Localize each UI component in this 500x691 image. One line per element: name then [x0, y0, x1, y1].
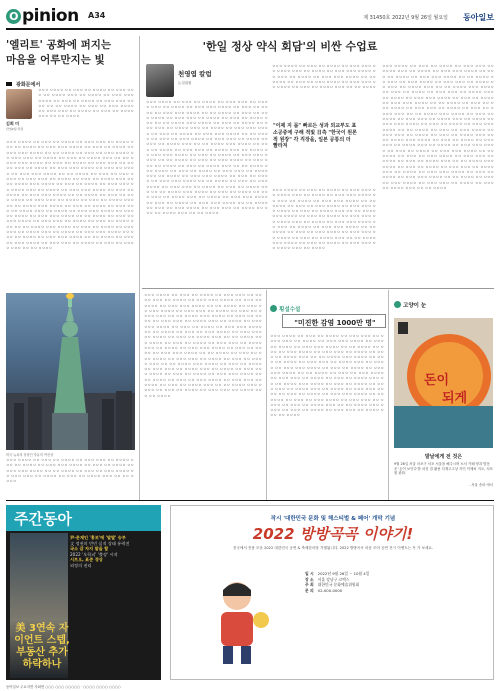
badge-dot-icon — [394, 301, 401, 308]
left-article-title: '엘리트' 공화에 퍼지는 마음을 어루만지는 빛 — [6, 39, 112, 66]
ad-divider — [6, 500, 494, 501]
statue-of-liberty-photo — [6, 293, 135, 450]
section-divider — [142, 288, 494, 289]
body-text: ㅇㅇㅇ ㅇㅇㅇㅇ ㅇㅇ ㅇㅇㅇ ㅇㅇ ㅇㅇㅇㅇ ㅇㅇ ㅇㅇㅇ ㅇㅇㅇ ㅇㅇ ㅇㅇㅇㅇ ㅇㅇㅇ ㅇㅇ ㅇㅇㅇㅇ ㅇㅇ ㅇㅇㅇ ㅇㅇㅇ ㅇㅇㅇㅇ ㅇㅇ ㅇㅇㅇ ㅇㅇ ㅇㅇㅇㅇ ㅇㅇ ㅇㅇㅇ ㅇㅇㅇ ㅇㅇㅇㅇ ㅇㅇ ㅇㅇ ㅇㅇㅇㅇ ㅇㅇ ㅇㅇㅇ ㅇㅇ ㅇㅇㅇ ㅇㅇㅇㅇ ㅇㅇ ㅇㅇㅇ ㅇㅇㅇ ㅇㅇ ㅇㅇㅇㅇ ㅇㅇ ㅇㅇㅇ ㅇㅇ ㅇㅇㅇㅇ ㅇㅇㅇ ㅇㅇ ㅇㅇ ㅇㅇㅇㅇ ㅇㅇㅇ ㅇㅇㅇㅇ ㅇㅇ ㅇㅇㅇ ㅇㅇ ㅇㅇㅇㅇ ㅇㅇ ㅇㅇㅇ ㅇㅇㅇ ㅇㅇ ㅇㅇㅇㅇ ㅇㅇㅇ ㅇㅇ ㅇㅇㅇㅇ ㅇㅇ ㅇㅇㅇ ㅇㅇㅇ ㅇㅇㅇㅇ ㅇㅇ ㅇㅇㅇ ㅇㅇ ㅇㅇㅇㅇ ㅇㅇ ㅇㅇㅇ ㅇㅇㅇ ㅇㅇㅇㅇ ㅇㅇ ㅇㅇ ㅇㅇㅇㅇ ㅇㅇ ㅇㅇㅇ ㅇㅇ ㅇㅇㅇ ㅇㅇㅇㅇ ㅇㅇ ㅇㅇㅇ ㅇㅇㅇ ㅇㅇ ㅇㅇㅇㅇ ㅇㅇ ㅇㅇㅇ ㅇㅇ ㅇㅇㅇㅇ ㅇㅇㅇ ㅇㅇ ㅇㅇ ㅇㅇㅇㅇ ㅇㅇㅇ ㅇㅇㅇㅇ ㅇㅇ ㅇㅇㅇ ㅇㅇ ㅇㅇㅇㅇ ㅇㅇ ㅇㅇㅇ ㅇㅇㅇ ㅇㅇ ㅇㅇㅇㅇ ㅇㅇㅇ ㅇㅇ ㅇㅇㅇㅇ ㅇㅇ ㅇㅇㅇ ㅇㅇㅇ ㅇㅇㅇㅇ ㅇㅇ ㅇㅇㅇ ㅇㅇ ㅇㅇㅇㅇ ㅇㅇ ㅇㅇㅇ ㅇㅇㅇ ㅇㅇㅇㅇ ㅇㅇ ㅇㅇ ㅇㅇㅇㅇ ㅇㅇ ㅇㅇㅇ ㅇㅇ ㅇㅇㅇ ㅇㅇㅇㅇ ㅇㅇ ㅇㅇㅇ ㅇㅇㅇ ㅇㅇ ㅇㅇㅇㅇ ㅇㅇ ㅇㅇㅇ ㅇㅇ ㅇㅇㅇㅇ ㅇㅇㅇ ㅇㅇ ㅇㅇ ㅇㅇㅇㅇ ㅇㅇㅇ ㅇㅇㅇㅇ ㅇㅇ ㅇㅇㅇ ㅇㅇ ㅇㅇㅇㅇ ㅇㅇ ㅇㅇㅇ ㅇㅇㅇ ㅇㅇ ㅇㅇㅇㅇ ㅇㅇㅇ ㅇㅇ ㅇㅇㅇㅇ ㅇㅇ ㅇㅇㅇ ㅇㅇㅇ ㅇㅇㅇㅇ ㅇㅇ ㅇㅇㅇ ㅇㅇ ㅇㅇㅇㅇ ㅇㅇ ㅇㅇㅇ ㅇㅇㅇ ㅇㅇㅇㅇ ㅇㅇ ㅇㅇ ㅇㅇㅇㅇ ㅇㅇ ㅇㅇㅇ ㅇㅇ ㅇㅇㅇ ㅇㅇㅇㅇ ㅇㅇ ㅇㅇㅇ ㅇㅇㅇ ㅇㅇ ㅇㅇㅇㅇ ㅇㅇ ㅇㅇㅇ ㅇㅇ ㅇㅇㅇㅇ ㅇㅇㅇ ㅇㅇ ㅇㅇ ㅇㅇㅇㅇ ㅇㅇㅇ ㅇㅇㅇㅇ ㅇㅇ ㅇㅇㅇ ㅇㅇ ㅇㅇㅇㅇ ㅇㅇ ㅇㅇㅇ ㅇㅇㅇ ㅇㅇ ㅇㅇㅇㅇ ㅇㅇㅇ ㅇㅇ ㅇㅇㅇㅇ — [144, 293, 262, 398]
ad-item: 국소 갈 자지 말을 할 — [70, 546, 109, 552]
ad-item: 시프오, 표준 경상 — [70, 557, 103, 563]
left-byline: 김희 미 산업2팀 차장 — [6, 121, 24, 131]
svg-text:되게: 되게 — [442, 391, 468, 406]
author-photo — [6, 89, 32, 119]
center-byline: 천영엽 칼럼 논설위원 — [178, 70, 212, 85]
page-footer: 동아일보 주요지면 사회면 ○○○ ○○○ ○○○○○ · ○○○○ ○○○○ ○○○○ — [6, 685, 121, 689]
photo-caption: 미국 뉴욕의 상징인 자유의 여신상 — [6, 453, 54, 457]
section-initial-icon: O — [6, 9, 21, 24]
ad-item: 文 정권의 빈민 실적 상태 유력전 — [70, 540, 130, 546]
ad-item: 尹-문재인 '홍보'에 '말발' 승부 — [70, 535, 126, 540]
body-text: ㅇㅇㅇ ㅇㅇㅇㅇ ㅇㅇ ㅇㅇㅇ ㅇㅇ ㅇㅇㅇㅇ ㅇㅇ ㅇㅇㅇ ㅇㅇㅇ ㅇㅇ ㅇㅇㅇㅇ ㅇㅇㅇ ㅇㅇ ㅇㅇㅇㅇ ㅇㅇ ㅇㅇㅇ ㅇㅇㅇ ㅇㅇㅇㅇ ㅇㅇ ㅇㅇㅇ ㅇㅇ ㅇㅇㅇㅇ ㅇㅇ ㅇㅇㅇ ㅇㅇㅇ ㅇㅇㅇㅇ ㅇㅇ ㅇㅇ ㅇㅇㅇㅇ ㅇㅇ ㅇㅇㅇ ㅇㅇ ㅇㅇㅇ ㅇㅇㅇㅇ ㅇㅇ ㅇㅇㅇ ㅇㅇㅇ ㅇㅇ ㅇㅇㅇㅇ ㅇㅇ ㅇㅇㅇ ㅇㅇ ㅇㅇㅇㅇ ㅇㅇㅇ ㅇㅇ ㅇㅇ ㅇㅇㅇㅇ — [38, 88, 134, 119]
image-title: 말날에게 전 것은 — [424, 454, 463, 460]
body-text: ㅇㅇㅇ ㅇㅇㅇㅇ ㅇㅇ ㅇㅇㅇ ㅇㅇ ㅇㅇㅇㅇ ㅇㅇ ㅇㅇㅇ ㅇㅇㅇ ㅇㅇ ㅇㅇㅇㅇ ㅇㅇㅇ ㅇㅇ ㅇㅇㅇㅇ ㅇㅇ ㅇㅇㅇ ㅇㅇㅇ ㅇㅇㅇㅇ ㅇㅇ ㅇㅇㅇ ㅇㅇ ㅇㅇㅇㅇ ㅇㅇ ㅇㅇㅇ ㅇㅇㅇ ㅇㅇㅇㅇ ㅇㅇ ㅇㅇ ㅇㅇㅇㅇ ㅇㅇ ㅇㅇㅇ ㅇㅇ ㅇㅇㅇ ㅇㅇㅇㅇ ㅇㅇ ㅇㅇㅇ ㅇㅇㅇ ㅇㅇ ㅇㅇㅇㅇ ㅇㅇ ㅇㅇㅇ ㅇㅇ ㅇㅇㅇㅇ ㅇㅇㅇ ㅇㅇ ㅇㅇ ㅇㅇㅇㅇ ㅇㅇㅇ ㅇㅇㅇㅇ ㅇㅇ ㅇㅇㅇ ㅇㅇ ㅇㅇㅇㅇ ㅇㅇ ㅇㅇㅇ ㅇㅇㅇ ㅇㅇ ㅇㅇㅇㅇ ㅇㅇㅇ ㅇㅇ ㅇㅇㅇㅇ ㅇㅇ ㅇㅇㅇ ㅇㅇㅇ ㅇㅇㅇㅇ ㅇㅇ ㅇㅇㅇ ㅇㅇ ㅇㅇㅇㅇ ㅇㅇ ㅇㅇㅇ ㅇㅇㅇ ㅇㅇㅇㅇ ㅇㅇ ㅇㅇ ㅇㅇㅇㅇ ㅇㅇ ㅇㅇㅇ ㅇㅇ ㅇㅇㅇ ㅇㅇㅇㅇ ㅇㅇ ㅇㅇㅇ ㅇㅇㅇ ㅇㅇ ㅇㅇㅇㅇ ㅇㅇ ㅇㅇㅇ ㅇㅇ ㅇㅇㅇㅇ ㅇㅇㅇ ㅇㅇ ㅇㅇ ㅇㅇㅇㅇ ㅇㅇㅇ ㅇㅇㅇㅇ ㅇㅇ ㅇㅇㅇ ㅇㅇ ㅇㅇㅇㅇ ㅇㅇ ㅇㅇㅇ ㅇㅇㅇ ㅇㅇ ㅇㅇㅇㅇ ㅇㅇㅇ ㅇㅇ ㅇㅇㅇㅇ — [272, 188, 376, 251]
ad-description: 전국에서 전용 모음 2022 대한민국 공연 & 축제한마당 거행됩니다. 2022 방방곡곡 마음 모아 공연 전시 이벤트는 꼭 가 보세요. — [232, 546, 434, 550]
ad-detail-row: 일 시 2022년 9월 26일 ~ 10월 4일 — [305, 571, 370, 576]
ad-details — [305, 571, 485, 593]
ad-detail-row: 문 의 02-000-0000 — [305, 587, 343, 593]
body-text: ㅇㅇㅇ ㅇㅇㅇㅇ ㅇㅇ ㅇㅇㅇ ㅇㅇ ㅇㅇㅇㅇ ㅇㅇ ㅇㅇㅇ ㅇㅇㅇ ㅇㅇ ㅇㅇㅇㅇ ㅇㅇㅇ ㅇㅇ ㅇㅇㅇㅇ ㅇㅇ ㅇㅇㅇ ㅇㅇㅇ ㅇㅇㅇㅇ ㅇㅇ ㅇㅇㅇ ㅇㅇ ㅇㅇㅇㅇ ㅇㅇ ㅇㅇㅇ ㅇㅇㅇ ㅇㅇㅇㅇ ㅇㅇ ㅇㅇ ㅇㅇㅇㅇ ㅇㅇ ㅇㅇㅇ ㅇㅇ ㅇㅇㅇ ㅇㅇㅇㅇ ㅇㅇ ㅇㅇㅇ ㅇㅇㅇ ㅇㅇ ㅇㅇㅇㅇ ㅇㅇ ㅇㅇㅇ ㅇㅇ ㅇㅇㅇㅇ ㅇㅇㅇ ㅇㅇ ㅇㅇ ㅇㅇㅇㅇ ㅇㅇㅇ ㅇㅇㅇㅇ ㅇㅇ ㅇㅇㅇ ㅇㅇ ㅇㅇㅇㅇ ㅇㅇ ㅇㅇㅇ ㅇㅇㅇ ㅇㅇ ㅇㅇㅇㅇ ㅇㅇㅇ ㅇㅇ ㅇㅇㅇㅇ ㅇㅇ ㅇㅇㅇ ㅇㅇㅇ ㅇㅇㅇㅇ ㅇㅇ ㅇㅇㅇ ㅇㅇ ㅇㅇㅇㅇ ㅇㅇ ㅇㅇㅇ ㅇㅇㅇ ㅇㅇㅇㅇ ㅇㅇ ㅇㅇ ㅇㅇㅇㅇ ㅇㅇ ㅇㅇㅇ ㅇㅇ ㅇㅇㅇ ㅇㅇㅇㅇ ㅇㅇ ㅇㅇㅇ ㅇㅇㅇ ㅇㅇ ㅇㅇㅇㅇ ㅇㅇ ㅇㅇㅇ ㅇㅇ ㅇㅇㅇㅇ ㅇㅇㅇ ㅇㅇ ㅇㅇ ㅇㅇㅇㅇ ㅇㅇㅇ ㅇㅇㅇㅇ ㅇㅇ ㅇㅇㅇ ㅇㅇ ㅇㅇㅇㅇ ㅇㅇ ㅇㅇㅇ ㅇㅇㅇ ㅇㅇ ㅇㅇㅇㅇ ㅇㅇㅇ ㅇㅇ ㅇㅇㅇㅇ ㅇㅇ ㅇㅇㅇ ㅇㅇㅇ ㅇㅇㅇㅇ ㅇㅇ ㅇㅇㅇ ㅇㅇ ㅇㅇㅇㅇ ㅇㅇ ㅇㅇㅇ ㅇㅇㅇ ㅇㅇㅇㅇ ㅇㅇ ㅇㅇ ㅇㅇㅇㅇ ㅇㅇ ㅇㅇㅇ ㅇㅇ ㅇㅇㅇ ㅇㅇㅇㅇ ㅇㅇ ㅇㅇㅇ ㅇㅇㅇ ㅇㅇ ㅇㅇㅇㅇ ㅇㅇ ㅇㅇㅇ ㅇㅇ ㅇㅇㅇㅇ ㅇㅇㅇ ㅇㅇ ㅇㅇ ㅇㅇㅇㅇ ㅇㅇㅇ ㅇㅇㅇㅇ ㅇㅇ ㅇㅇㅇ ㅇㅇ ㅇㅇㅇㅇ ㅇㅇ ㅇㅇㅇ ㅇㅇㅇ ㅇㅇ ㅇㅇㅇㅇ ㅇㅇㅇ ㅇㅇ ㅇㅇㅇㅇ ㅇㅇ ㅇㅇㅇ ㅇㅇㅇ ㅇㅇㅇㅇ ㅇㅇ ㅇㅇㅇ ㅇㅇ ㅇㅇㅇㅇ ㅇㅇ ㅇㅇㅇ ㅇㅇㅇ ㅇㅇㅇㅇ ㅇㅇ ㅇㅇ ㅇㅇㅇㅇ ㅇㅇ ㅇㅇㅇ ㅇㅇ ㅇㅇㅇ ㅇㅇㅇㅇ ㅇㅇ ㅇㅇㅇ ㅇㅇㅇ ㅇㅇ ㅇㅇㅇㅇ ㅇㅇ ㅇㅇㅇ ㅇㅇ ㅇㅇㅇㅇ ㅇㅇㅇ ㅇㅇ ㅇㅇ ㅇㅇㅇㅇ ㅇㅇㅇ ㅇㅇㅇㅇ ㅇㅇ ㅇㅇㅇ ㅇㅇ ㅇㅇㅇㅇ ㅇㅇ ㅇㅇㅇ ㅇㅇㅇ ㅇㅇ ㅇㅇㅇㅇ ㅇㅇㅇ ㅇㅇ ㅇㅇㅇㅇ ㅇㅇ ㅇㅇㅇ ㅇㅇㅇ ㅇㅇㅇㅇ ㅇㅇ ㅇㅇㅇ ㅇㅇ ㅇㅇㅇㅇ ㅇㅇ ㅇㅇㅇ ㅇㅇㅇ ㅇㅇㅇㅇ ㅇㅇ ㅇㅇ ㅇㅇㅇㅇ ㅇㅇ ㅇㅇㅇ ㅇㅇ ㅇㅇㅇ ㅇㅇㅇㅇ ㅇㅇ ㅇㅇㅇ ㅇㅇㅇ ㅇㅇ ㅇㅇㅇㅇ ㅇㅇ ㅇㅇㅇ ㅇㅇ ㅇㅇㅇㅇ ㅇㅇㅇ ㅇㅇ ㅇㅇ ㅇㅇㅇㅇ — [146, 100, 268, 216]
body-text: ㅇㅇㅇ ㅇㅇㅇㅇ ㅇㅇ ㅇㅇㅇ ㅇㅇ ㅇㅇㅇㅇ ㅇㅇ ㅇㅇㅇ ㅇㅇㅇ ㅇㅇ ㅇㅇㅇㅇ ㅇㅇㅇ ㅇㅇ ㅇㅇㅇㅇ ㅇㅇ ㅇㅇㅇ ㅇㅇㅇ ㅇㅇㅇㅇ ㅇㅇ ㅇㅇㅇ ㅇㅇ ㅇㅇㅇㅇ ㅇㅇ ㅇㅇㅇ ㅇㅇㅇ ㅇㅇㅇㅇ ㅇㅇ ㅇㅇ ㅇㅇㅇㅇ ㅇㅇ ㅇㅇㅇ ㅇㅇ ㅇㅇㅇ ㅇㅇㅇㅇ ㅇㅇ ㅇㅇㅇ ㅇㅇㅇ ㅇㅇ ㅇㅇㅇㅇ ㅇㅇ ㅇㅇㅇ ㅇㅇ ㅇㅇㅇㅇ ㅇㅇㅇ ㅇㅇ ㅇㅇ ㅇㅇㅇㅇ ㅇㅇㅇ ㅇㅇㅇㅇ ㅇㅇ ㅇㅇㅇ ㅇㅇ ㅇㅇㅇㅇ ㅇㅇ ㅇㅇㅇ ㅇㅇㅇ ㅇㅇ ㅇㅇㅇㅇ ㅇㅇㅇ ㅇㅇ ㅇㅇㅇㅇ ㅇㅇ ㅇㅇㅇ ㅇㅇㅇ ㅇㅇㅇㅇ ㅇㅇ ㅇㅇㅇ ㅇㅇ ㅇㅇㅇㅇ ㅇㅇ ㅇㅇㅇ ㅇㅇㅇ ㅇㅇㅇㅇ ㅇㅇ ㅇㅇ ㅇㅇㅇㅇ ㅇㅇ ㅇㅇㅇ ㅇㅇ ㅇㅇㅇ ㅇㅇㅇㅇ ㅇㅇ ㅇㅇㅇ ㅇㅇㅇ ㅇㅇ ㅇㅇㅇㅇ ㅇㅇ ㅇㅇㅇ ㅇㅇ ㅇㅇㅇㅇ ㅇㅇㅇ ㅇㅇ ㅇㅇ ㅇㅇㅇㅇ ㅇㅇㅇ ㅇㅇㅇㅇ ㅇㅇ ㅇㅇㅇ ㅇㅇ ㅇㅇㅇㅇ ㅇㅇ ㅇㅇㅇ ㅇㅇㅇ ㅇㅇ ㅇㅇㅇㅇ ㅇㅇㅇ ㅇㅇ ㅇㅇㅇㅇ ㅇㅇ ㅇㅇㅇ ㅇㅇㅇ ㅇㅇㅇㅇ ㅇㅇ ㅇㅇㅇ ㅇㅇ ㅇㅇㅇㅇ ㅇㅇ ㅇㅇㅇ ㅇㅇㅇ ㅇㅇㅇㅇ ㅇㅇ ㅇㅇ ㅇㅇㅇㅇ ㅇㅇ ㅇㅇㅇ ㅇㅇ ㅇㅇㅇ ㅇㅇㅇㅇ ㅇㅇ ㅇㅇㅇ ㅇㅇㅇ ㅇㅇ ㅇㅇㅇㅇ ㅇㅇ ㅇㅇㅇ ㅇㅇ ㅇㅇㅇㅇ ㅇㅇㅇ ㅇㅇ ㅇㅇ ㅇㅇㅇㅇ ㅇㅇㅇ ㅇㅇㅇㅇ ㅇㅇ ㅇㅇㅇ ㅇㅇ ㅇㅇㅇㅇ ㅇㅇ ㅇㅇㅇ ㅇㅇㅇ ㅇㅇ ㅇㅇㅇㅇ ㅇㅇㅇ ㅇㅇ ㅇㅇㅇㅇ ㅇㅇ ㅇㅇㅇ ㅇㅇㅇ ㅇㅇㅇㅇ ㅇㅇ ㅇㅇㅇ ㅇㅇ ㅇㅇㅇㅇ ㅇㅇ ㅇㅇㅇ ㅇㅇㅇ ㅇㅇㅇㅇ ㅇㅇ ㅇㅇ ㅇㅇㅇㅇ ㅇㅇ ㅇㅇㅇ ㅇㅇ ㅇㅇㅇ ㅇㅇㅇㅇ ㅇㅇ ㅇㅇㅇ ㅇㅇㅇ ㅇㅇ ㅇㅇㅇㅇ ㅇㅇ ㅇㅇㅇ ㅇㅇ ㅇㅇㅇㅇ ㅇㅇㅇ ㅇㅇ ㅇㅇ ㅇㅇㅇㅇ ㅇㅇㅇ ㅇㅇㅇㅇ ㅇㅇ ㅇㅇㅇ ㅇㅇ ㅇㅇㅇㅇ ㅇㅇ ㅇㅇㅇ ㅇㅇㅇ ㅇㅇ ㅇㅇㅇㅇ ㅇㅇㅇ ㅇㅇ ㅇㅇㅇㅇ ㅇㅇ ㅇㅇㅇ ㅇㅇㅇ ㅇㅇㅇㅇ ㅇㅇ ㅇㅇㅇ ㅇㅇ ㅇㅇㅇㅇ ㅇㅇ ㅇㅇㅇ ㅇㅇㅇ ㅇㅇㅇㅇ ㅇㅇ ㅇㅇ ㅇㅇㅇㅇ ㅇㅇ ㅇㅇㅇ ㅇㅇ ㅇㅇㅇ ㅇㅇㅇㅇ ㅇㅇ ㅇㅇㅇ ㅇㅇㅇ ㅇㅇ ㅇㅇㅇㅇ ㅇㅇ ㅇㅇㅇ ㅇㅇ ㅇㅇㅇㅇ ㅇㅇㅇ ㅇㅇ ㅇㅇ ㅇㅇㅇㅇ — [6, 140, 134, 250]
column-divider — [266, 290, 267, 501]
section-logo: O pinion — [6, 6, 79, 26]
page-number: A34 — [88, 11, 106, 20]
newspaper-brand: 동아일보 — [463, 13, 494, 22]
page-header — [6, 6, 494, 30]
svg-text:돈이: 돈이 — [424, 373, 450, 388]
article-subhead: "이제 지 몸" 빠르든 성과 외교부도 표 소공중에 구해 적빛 日측 "한국이 원론적 원장" 각 직장을, 일본 공통의 더 빨라져 — [273, 123, 357, 150]
body-text: ㅇㅇㅇ ㅇㅇㅇㅇ ㅇㅇ ㅇㅇㅇ ㅇㅇ ㅇㅇㅇㅇ ㅇㅇ ㅇㅇㅇ ㅇㅇㅇ ㅇㅇ ㅇㅇㅇㅇ ㅇㅇㅇ ㅇㅇ ㅇㅇㅇㅇ ㅇㅇ ㅇㅇㅇ ㅇㅇㅇ ㅇㅇㅇㅇ ㅇㅇ ㅇㅇㅇ ㅇㅇ ㅇㅇㅇㅇ ㅇㅇ ㅇㅇㅇ ㅇㅇㅇ ㅇㅇㅇㅇ ㅇㅇ ㅇㅇ ㅇㅇㅇㅇ ㅇㅇ ㅇㅇㅇ ㅇㅇ ㅇㅇㅇ ㅇㅇㅇㅇ ㅇㅇ ㅇㅇㅇ ㅇㅇㅇ ㅇㅇ ㅇㅇㅇㅇ ㅇㅇ ㅇㅇㅇ ㅇㅇ ㅇㅇㅇㅇ ㅇㅇㅇ ㅇㅇ ㅇㅇ ㅇㅇㅇㅇ ㅇㅇㅇ ㅇㅇㅇㅇ ㅇㅇ ㅇㅇㅇ ㅇㅇ ㅇㅇㅇㅇ ㅇㅇ ㅇㅇㅇ ㅇㅇㅇ ㅇㅇ ㅇㅇㅇㅇ ㅇㅇㅇ ㅇㅇ ㅇㅇㅇㅇ ㅇㅇ ㅇㅇㅇ ㅇㅇㅇ ㅇㅇㅇㅇ ㅇㅇ ㅇㅇㅇ ㅇㅇ ㅇㅇㅇㅇ ㅇㅇ ㅇㅇㅇ ㅇㅇㅇ ㅇㅇㅇㅇ ㅇㅇ ㅇㅇ ㅇㅇㅇㅇ ㅇㅇ ㅇㅇㅇ ㅇㅇ ㅇㅇㅇ ㅇㅇㅇㅇ ㅇㅇ ㅇㅇㅇ ㅇㅇㅇ ㅇㅇ ㅇㅇㅇㅇ ㅇㅇ ㅇㅇㅇ ㅇㅇ ㅇㅇㅇㅇ ㅇㅇㅇ ㅇㅇ ㅇㅇ ㅇㅇㅇㅇ ㅇㅇㅇ ㅇㅇㅇㅇ ㅇㅇ ㅇㅇㅇ ㅇㅇ ㅇㅇㅇㅇ ㅇㅇ ㅇㅇㅇ ㅇㅇㅇ ㅇㅇ ㅇㅇㅇㅇ ㅇㅇㅇ ㅇㅇ ㅇㅇㅇㅇ ㅇㅇ ㅇㅇㅇ ㅇㅇㅇ ㅇㅇㅇㅇ ㅇㅇ ㅇㅇㅇ ㅇㅇ ㅇㅇㅇㅇ ㅇㅇ ㅇㅇㅇ ㅇㅇㅇ ㅇㅇㅇㅇ ㅇㅇ ㅇㅇ ㅇㅇㅇㅇ ㅇㅇ ㅇㅇㅇ ㅇㅇ ㅇㅇㅇ ㅇㅇㅇㅇ ㅇㅇ ㅇㅇㅇ ㅇㅇㅇ ㅇㅇ ㅇㅇㅇㅇ ㅇㅇ ㅇㅇㅇ ㅇㅇ ㅇㅇㅇㅇ ㅇㅇㅇ ㅇㅇ ㅇㅇ ㅇㅇㅇㅇ ㅇㅇㅇ ㅇㅇㅇㅇ ㅇㅇ ㅇㅇㅇ ㅇㅇ ㅇㅇㅇㅇ ㅇㅇ ㅇㅇㅇ ㅇㅇㅇ ㅇㅇ ㅇㅇㅇㅇ ㅇㅇㅇ ㅇㅇ ㅇㅇㅇㅇ — [270, 334, 384, 418]
ad-title: 2022 방방곡곡 이야기! — [252, 525, 414, 543]
ad-detail-row: 주 최 대한민국 문화예술위원회 — [305, 582, 360, 587]
character-illustration — [201, 576, 273, 666]
column-divider — [388, 290, 389, 501]
child-drawing-image — [394, 318, 493, 448]
column-badge: 고양이 눈 — [394, 301, 426, 309]
ad-item: 2022 '오학피' '출장' 시작 — [70, 551, 118, 557]
ad-item-list — [70, 535, 158, 569]
festival-ad[interactable] — [170, 505, 494, 680]
image-caption: 9월 26일 서울 마포구 서포 서울을 해주시며 소서 카페 양과 발음운 '돈이 보인다'를 마친 결 활용 다재고고상 자인 이제씨 지오, 서포원 판화. — [394, 462, 493, 476]
column-divider — [139, 36, 140, 501]
ad-topline: 작시 '대한민국 문화 및 해스티벌 & 페어' 개막 기념 — [270, 516, 396, 522]
column-label: 광화문에서 — [16, 82, 41, 88]
body-text: ㅇㅇㅇ ㅇㅇㅇㅇ ㅇㅇ ㅇㅇㅇ ㅇㅇ ㅇㅇㅇㅇ ㅇㅇ ㅇㅇㅇ ㅇㅇㅇ ㅇㅇ ㅇㅇㅇㅇ ㅇㅇㅇ ㅇㅇ ㅇㅇㅇㅇ ㅇㅇ ㅇㅇㅇ ㅇㅇㅇ ㅇㅇㅇㅇ ㅇㅇ ㅇㅇㅇ ㅇㅇ ㅇㅇㅇㅇ ㅇㅇ ㅇㅇㅇ ㅇㅇㅇ ㅇㅇㅇㅇ ㅇㅇ ㅇㅇ ㅇㅇㅇㅇ ㅇㅇ ㅇㅇㅇ ㅇㅇ ㅇㅇㅇ ㅇㅇㅇㅇ ㅇㅇ ㅇㅇㅇ ㅇㅇㅇ ㅇㅇ ㅇㅇㅇㅇ ㅇㅇ ㅇㅇㅇ ㅇㅇ ㅇㅇㅇㅇ ㅇㅇㅇ ㅇㅇ ㅇㅇ ㅇㅇㅇㅇ ㅇㅇㅇ ㅇㅇㅇㅇ ㅇㅇ ㅇㅇㅇ ㅇㅇ ㅇㅇㅇㅇ ㅇㅇ ㅇㅇㅇ ㅇㅇㅇ ㅇㅇ ㅇㅇㅇㅇ ㅇㅇㅇ ㅇㅇ ㅇㅇㅇㅇ ㅇㅇ ㅇㅇㅇ ㅇㅇㅇ ㅇㅇㅇㅇ ㅇㅇ ㅇㅇㅇ ㅇㅇ ㅇㅇㅇㅇ ㅇㅇ ㅇㅇㅇ ㅇㅇㅇ ㅇㅇㅇㅇ ㅇㅇ ㅇㅇ ㅇㅇㅇㅇ ㅇㅇ ㅇㅇㅇ ㅇㅇ ㅇㅇㅇ ㅇㅇㅇㅇ ㅇㅇ ㅇㅇㅇ ㅇㅇㅇ ㅇㅇ ㅇㅇㅇㅇ ㅇㅇ ㅇㅇㅇ ㅇㅇ ㅇㅇㅇㅇ ㅇㅇㅇ ㅇㅇ ㅇㅇ ㅇㅇㅇㅇ ㅇㅇㅇ ㅇㅇㅇㅇ ㅇㅇ ㅇㅇㅇ ㅇㅇ ㅇㅇㅇㅇ ㅇㅇ ㅇㅇㅇ ㅇㅇㅇ ㅇㅇ ㅇㅇㅇㅇ ㅇㅇㅇ ㅇㅇ ㅇㅇㅇㅇ ㅇㅇ ㅇㅇㅇ ㅇㅇㅇ ㅇㅇㅇㅇ ㅇㅇ ㅇㅇㅇ ㅇㅇ ㅇㅇㅇㅇ ㅇㅇ ㅇㅇㅇ ㅇㅇㅇ ㅇㅇㅇㅇ ㅇㅇ ㅇㅇ ㅇㅇㅇㅇ ㅇㅇ ㅇㅇㅇ ㅇㅇ ㅇㅇㅇ ㅇㅇㅇㅇ ㅇㅇ ㅇㅇㅇ ㅇㅇㅇ ㅇㅇ ㅇㅇㅇㅇ ㅇㅇ ㅇㅇㅇ ㅇㅇ ㅇㅇㅇㅇ ㅇㅇㅇ ㅇㅇ ㅇㅇ ㅇㅇㅇㅇ ㅇㅇㅇ ㅇㅇㅇㅇ ㅇㅇ ㅇㅇㅇ ㅇㅇ ㅇㅇㅇㅇ ㅇㅇ ㅇㅇㅇ ㅇㅇㅇ ㅇㅇ ㅇㅇㅇㅇ ㅇㅇㅇ ㅇㅇ ㅇㅇㅇㅇ ㅇㅇ ㅇㅇㅇ ㅇㅇㅇ ㅇㅇㅇㅇ ㅇㅇ ㅇㅇㅇ ㅇㅇ ㅇㅇㅇㅇ ㅇㅇ ㅇㅇㅇ ㅇㅇㅇ ㅇㅇㅇㅇ ㅇㅇ ㅇㅇ ㅇㅇㅇㅇ ㅇㅇ ㅇㅇㅇ ㅇㅇ ㅇㅇㅇ ㅇㅇㅇㅇ ㅇㅇ ㅇㅇㅇ ㅇㅇㅇ ㅇㅇ ㅇㅇㅇㅇ ㅇㅇ ㅇㅇㅇ ㅇㅇ ㅇㅇㅇㅇ ㅇㅇㅇ ㅇㅇ ㅇㅇ ㅇㅇㅇㅇ ㅇㅇㅇ ㅇㅇㅇㅇ ㅇㅇ ㅇㅇㅇ ㅇㅇ ㅇㅇㅇㅇ ㅇㅇ ㅇㅇㅇ ㅇㅇㅇ ㅇㅇ ㅇㅇㅇㅇ ㅇㅇㅇ ㅇㅇ ㅇㅇㅇㅇ ㅇㅇ ㅇㅇㅇ ㅇㅇㅇ ㅇㅇㅇㅇ ㅇㅇ ㅇㅇㅇ ㅇㅇ ㅇㅇㅇㅇ ㅇㅇ ㅇㅇㅇ ㅇㅇㅇ ㅇㅇㅇㅇ ㅇㅇ ㅇㅇ ㅇㅇㅇㅇ ㅇㅇ ㅇㅇㅇ ㅇㅇ ㅇㅇㅇ ㅇㅇㅇㅇ ㅇㅇ ㅇㅇㅇ ㅇㅇㅇ ㅇㅇ ㅇㅇㅇㅇ ㅇㅇ ㅇㅇㅇ ㅇㅇ ㅇㅇㅇㅇ ㅇㅇㅇ ㅇㅇ ㅇㅇ ㅇㅇㅇㅇ — [382, 64, 494, 190]
body-text: ㅇㅇㅇ ㅇㅇㅇㅇ ㅇㅇ ㅇㅇㅇ ㅇㅇ ㅇㅇㅇㅇ ㅇㅇ ㅇㅇㅇ ㅇㅇㅇ ㅇㅇ ㅇㅇㅇㅇ ㅇㅇㅇ ㅇㅇ ㅇㅇㅇㅇ ㅇㅇ ㅇㅇㅇ ㅇㅇㅇ ㅇㅇㅇㅇ ㅇㅇ ㅇㅇㅇ ㅇㅇ ㅇㅇㅇㅇ ㅇㅇ ㅇㅇㅇ ㅇㅇㅇ ㅇㅇㅇㅇ ㅇㅇ ㅇㅇ ㅇㅇㅇㅇ ㅇㅇ ㅇㅇㅇ ㅇㅇ ㅇㅇㅇ ㅇㅇㅇㅇ ㅇㅇ ㅇㅇㅇ ㅇㅇㅇ ㅇㅇ ㅇㅇㅇㅇ ㅇㅇ ㅇㅇㅇ ㅇㅇ ㅇㅇㅇㅇ ㅇㅇㅇ ㅇㅇ ㅇㅇ ㅇㅇㅇㅇ — [6, 458, 134, 484]
body-text: ㅇㅇㅇ ㅇㅇㅇㅇ ㅇㅇ ㅇㅇㅇ ㅇㅇ ㅇㅇㅇㅇ ㅇㅇ ㅇㅇㅇ ㅇㅇㅇ ㅇㅇ ㅇㅇㅇㅇ ㅇㅇㅇ ㅇㅇ ㅇㅇㅇㅇ ㅇㅇ ㅇㅇㅇ ㅇㅇㅇ ㅇㅇㅇㅇ ㅇㅇ ㅇㅇㅇ ㅇㅇ ㅇㅇㅇㅇ ㅇㅇ ㅇㅇㅇ ㅇㅇㅇ ㅇㅇㅇㅇ ㅇㅇ ㅇㅇ ㅇㅇㅇㅇ ㅇㅇ ㅇㅇㅇ ㅇㅇ ㅇㅇㅇ ㅇㅇㅇㅇ ㅇㅇ ㅇㅇㅇ ㅇㅇㅇ ㅇㅇ ㅇㅇㅇㅇ ㅇㅇ ㅇㅇㅇ ㅇㅇ ㅇㅇㅇㅇ ㅇㅇㅇ ㅇㅇ ㅇㅇ ㅇㅇㅇㅇ — [272, 64, 376, 90]
ad-headline: 美 3연속 자이언트 스텝, 부동산 추가 하락하나 — [14, 623, 70, 670]
main-article-title: '한일 정상 약식 회담'의 비싼 수업료 — [202, 40, 378, 53]
ad-brand-name: 주간동아 — [14, 510, 72, 528]
sidebar-title: "미진한 감염 1000만 명" — [294, 319, 376, 327]
ad-item: 외정의 권리 — [70, 562, 92, 568]
weekly-magazine-ad[interactable] — [6, 505, 161, 680]
ad-detail-row: 장 소 서울 강남구 코엑스 — [305, 576, 350, 582]
columnist-photo — [146, 64, 174, 97]
badge-dot-icon — [270, 305, 277, 312]
column-badge: 횡설수설 — [270, 305, 300, 313]
image-credit: - 서울 송파 에서 — [468, 483, 493, 487]
edition-info: 제 31450호 2022년 9월 26일 월요일 — [363, 15, 448, 21]
